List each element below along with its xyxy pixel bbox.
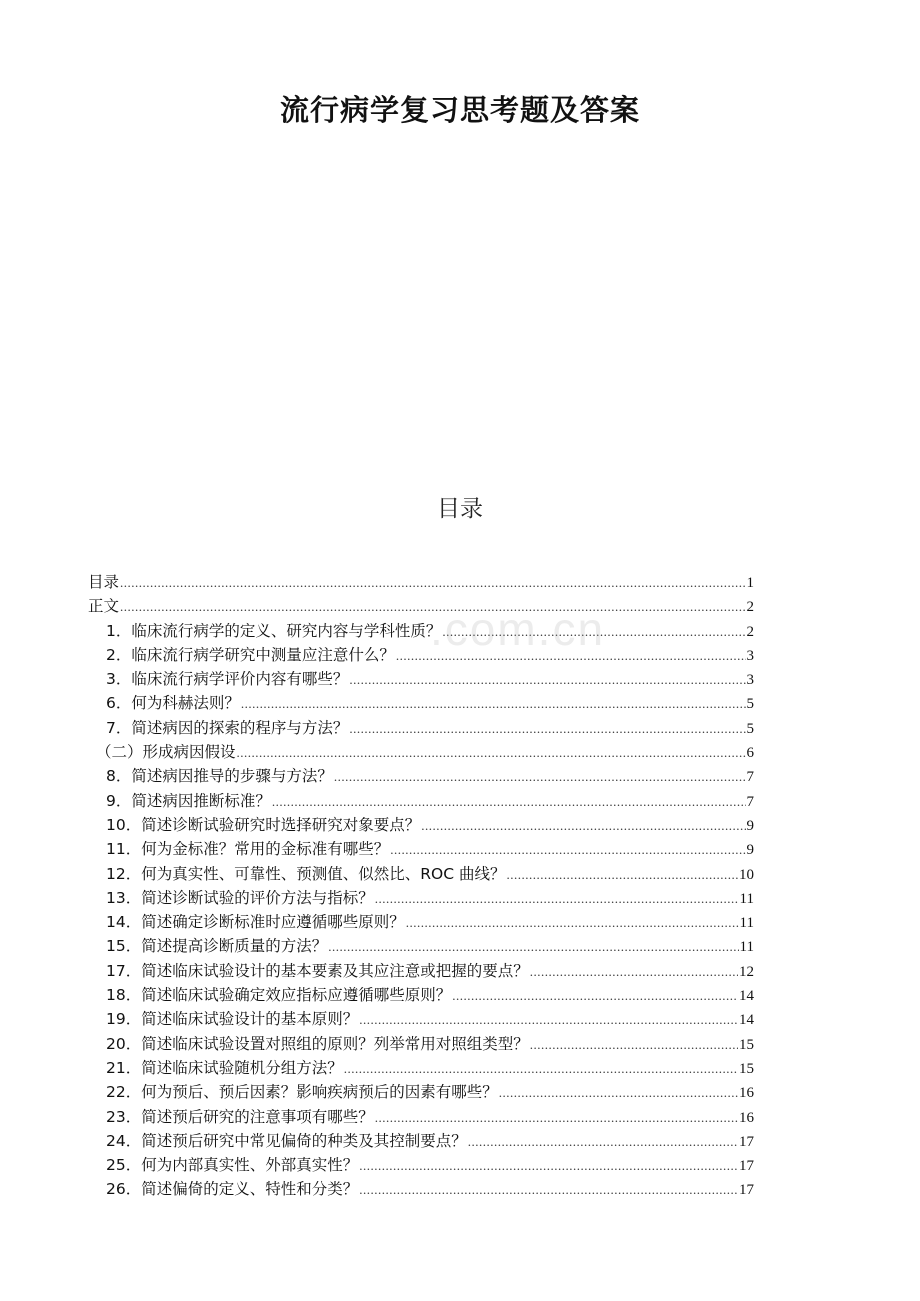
toc-leader-dots: [442, 620, 745, 644]
toc-entry-label: 26．简述偏倚的定义、特性和分类？: [106, 1180, 359, 1199]
toc-entry[interactable]: [88, 934, 754, 958]
toc-entry[interactable]: [88, 886, 754, 910]
toc-leader-dots: [334, 765, 746, 789]
toc-entry[interactable]: [88, 1105, 754, 1129]
toc-leader-dots: [506, 863, 738, 887]
toc-entry-page: 17: [739, 1133, 754, 1150]
toc-leader-dots: [359, 1008, 738, 1032]
toc-entry-label: 9．简述病因推断标准？: [106, 791, 271, 810]
toc-leader-dots: [530, 960, 738, 984]
toc-entry-page: 10: [739, 866, 754, 883]
toc-entry-page: 15: [739, 1060, 754, 1077]
toc-entry-label: 3．临床流行病学评价内容有哪些？: [106, 670, 349, 689]
toc-leader-dots: [452, 984, 738, 1008]
toc-entry-page: 14: [739, 1012, 754, 1029]
toc-entry-page: 14: [739, 988, 754, 1005]
toc-entry-page: 2: [746, 623, 754, 640]
toc-entry-page: 16: [739, 1085, 754, 1102]
toc-entry[interactable]: [88, 862, 754, 886]
toc-entry-label: 13．简述诊断试验的评价方法与指标？: [106, 888, 374, 907]
toc-entry-page: 7: [746, 793, 754, 810]
toc-entry[interactable]: [88, 716, 754, 740]
toc-leader-dots: [499, 1081, 738, 1105]
toc-leader-dots: [328, 935, 738, 959]
toc-entry-label: 24．简述预后研究中常见偏倚的种类及其控制要点？: [106, 1131, 467, 1150]
toc-entry-label: 12．何为真实性、可靠性、预测值、似然比、ROC 曲线？: [106, 864, 506, 883]
toc-leader-dots: [468, 1130, 738, 1154]
toc-entry-label: 11．何为金标准？常用的金标准有哪些？: [106, 840, 390, 859]
toc-entry-page: 3: [746, 647, 754, 664]
toc-entry-label: 23．简述预后研究的注意事项有哪些？: [106, 1107, 374, 1126]
toc-entry-label: 8．简述病因推导的步骤与方法？: [106, 767, 333, 786]
toc-entry-page: 9: [746, 842, 754, 859]
toc-leader-dots: [120, 571, 745, 595]
toc-entry-label: 2．临床流行病学研究中测量应注意什么？: [106, 645, 395, 664]
toc-entry-label: 22．何为预后、预后因素？影响疾病预后的因素有哪些？: [106, 1083, 498, 1102]
toc-leader-dots: [390, 838, 745, 862]
toc-leader-dots: [349, 717, 745, 741]
toc-entry[interactable]: [88, 789, 754, 813]
toc-leader-dots: [359, 1154, 738, 1178]
toc-entry[interactable]: [88, 643, 754, 667]
toc-entry[interactable]: [88, 1032, 754, 1056]
toc-entry[interactable]: [88, 1153, 754, 1177]
toc-entry[interactable]: [88, 1056, 754, 1080]
toc-entry[interactable]: [88, 1007, 754, 1031]
toc-entry-page: 12: [739, 963, 754, 980]
toc-leader-dots: [359, 1178, 738, 1202]
table-of-contents: [88, 570, 754, 1202]
toc-leader-dots: [530, 1033, 738, 1057]
toc-entry-page: 17: [739, 1158, 754, 1175]
toc-entry-page: 17: [739, 1182, 754, 1199]
toc-leader-dots: [349, 668, 745, 692]
toc-entry-page: 16: [739, 1109, 754, 1126]
toc-leader-dots: [421, 814, 745, 838]
toc-entry-label: 正文: [88, 597, 120, 616]
toc-leader-dots: [375, 1106, 738, 1130]
toc-entry[interactable]: [88, 667, 754, 691]
toc-entry[interactable]: [88, 837, 754, 861]
toc-leader-dots: [120, 595, 745, 619]
toc-entry-label: 21．简述临床试验随机分组方法？: [106, 1058, 343, 1077]
toc-entry[interactable]: [88, 1080, 754, 1104]
toc-entry-page: 15: [739, 1036, 754, 1053]
toc-entry-page: 1: [746, 575, 754, 591]
toc-entry-label: 目录: [88, 573, 120, 591]
toc-entry-page: 9: [746, 817, 754, 834]
toc-entry-label: （二）形成病因假设: [96, 743, 236, 762]
toc-leader-dots: [396, 644, 746, 668]
toc-entry[interactable]: [88, 594, 754, 618]
toc-entry[interactable]: [88, 1177, 754, 1201]
toc-entry-label: 20．简述临床试验设置对照组的原则？列举常用对照组类型？: [106, 1034, 529, 1053]
toc-entry-page: 6: [746, 745, 754, 762]
toc-entry-page: 5: [746, 696, 754, 713]
toc-entry[interactable]: [88, 619, 754, 643]
toc-entry-label: 1．临床流行病学的定义、研究内容与学科性质？: [106, 621, 442, 640]
toc-entry-label: 7．简述病因的探索的程序与方法？: [106, 718, 349, 737]
toc-entry[interactable]: [88, 983, 754, 1007]
toc-entry[interactable]: [88, 691, 754, 715]
toc-leader-dots: [241, 692, 746, 716]
toc-entry-page: 11: [739, 939, 754, 956]
toc-entry-label: 25．何为内部真实性、外部真实性？: [106, 1156, 359, 1175]
toc-entry[interactable]: [88, 813, 754, 837]
toc-entry[interactable]: [88, 959, 754, 983]
toc-entry[interactable]: [88, 570, 754, 594]
toc-entry-label: 19．简述临床试验设计的基本原则？: [106, 1010, 359, 1029]
watermark: .com.cn: [430, 603, 606, 655]
toc-entry-label: 6．何为科赫法则？: [106, 694, 240, 713]
toc-entry-label: 10．简述诊断试验研究时选择研究对象要点？: [106, 815, 421, 834]
toc-entry-page: 3: [746, 672, 754, 689]
toc-entry-page: 7: [746, 769, 754, 786]
toc-leader-dots: [237, 741, 746, 765]
toc-leader-dots: [344, 1057, 738, 1081]
toc-entry-label: 15．简述提高诊断质量的方法？: [106, 937, 328, 956]
toc-heading: 目录: [437, 496, 483, 522]
toc-entry[interactable]: [88, 764, 754, 788]
toc-entry-page: 5: [746, 720, 754, 737]
toc-leader-dots: [406, 911, 739, 935]
toc-entry[interactable]: [88, 910, 754, 934]
toc-entry-label: 17．简述临床试验设计的基本要素及其应注意或把握的要点？: [106, 961, 529, 980]
toc-entry[interactable]: [88, 740, 754, 764]
document-title: 流行病学复习思考题及答案: [279, 93, 640, 127]
toc-entry-label: 18．简述临床试验确定效应指标应遵循哪些原则？: [106, 986, 452, 1005]
toc-entry-page: 11: [739, 915, 754, 932]
toc-entry-page: 2: [746, 599, 754, 616]
toc-entry[interactable]: [88, 1129, 754, 1153]
toc-entry-page: 11: [739, 890, 754, 907]
toc-entry-label: 14．简述确定诊断标准时应遵循哪些原则？: [106, 913, 405, 932]
toc-leader-dots: [272, 790, 746, 814]
toc-leader-dots: [375, 887, 739, 911]
